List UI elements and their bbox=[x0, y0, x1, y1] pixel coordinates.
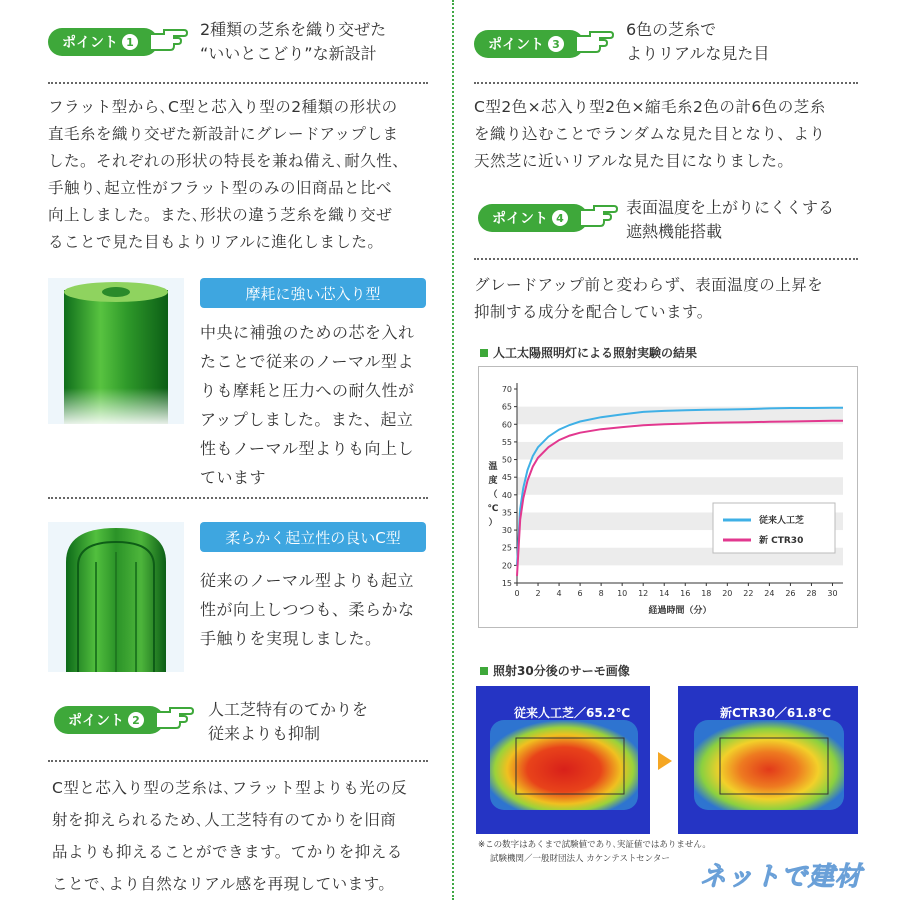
legend-label: 従来人工芝 bbox=[759, 516, 805, 526]
y-tick-label: 55 bbox=[501, 437, 512, 447]
badge-label: ポイント bbox=[488, 37, 544, 53]
desc-line: ています bbox=[200, 468, 267, 487]
thermo-heading-text: 照射30分後のサーモ画像 bbox=[493, 664, 630, 678]
c-type-grass-image bbox=[48, 522, 184, 672]
para-line: 抑制する成分を配合しています。 bbox=[474, 303, 713, 321]
x-tick-label: 12 bbox=[638, 589, 649, 598]
y-axis-label-char: 温 bbox=[488, 462, 498, 472]
footnote-line1: ※この数字はあくまで試験値であり､実証値ではありません。 bbox=[478, 840, 711, 850]
pointing-hand-icon bbox=[574, 26, 614, 56]
x-tick-label: 14 bbox=[659, 589, 670, 598]
x-tick-label: 8 bbox=[598, 589, 604, 598]
y-axis-label-char: ） bbox=[488, 518, 498, 528]
para-line: 向上しました。また､形状の違う芝糸を織り交ぜ bbox=[48, 206, 393, 224]
point1-badge bbox=[48, 28, 158, 56]
c-type-description bbox=[200, 566, 415, 653]
y-tick-label: 40 bbox=[501, 490, 512, 500]
c-type-label-text: 柔らかく起立性の良いC型 bbox=[225, 528, 401, 547]
watermark-logo: ネットで建材 bbox=[700, 862, 863, 892]
divider bbox=[48, 497, 428, 499]
pointing-hand-icon bbox=[578, 200, 618, 230]
thermo-image-old bbox=[476, 686, 650, 834]
badge-number: 3 bbox=[548, 36, 564, 52]
y-tick-label: 65 bbox=[501, 402, 512, 412]
thermo-image-new bbox=[678, 686, 858, 834]
x-tick-label: 26 bbox=[785, 589, 796, 598]
desc-line: 性もノーマル型よりも向上し bbox=[200, 439, 415, 458]
chart-heading-text: 人工太陽照明灯による照射実験の結果 bbox=[493, 346, 698, 360]
point2-title-line1: 人工芝特有のてかりを bbox=[208, 700, 369, 719]
core-type-grass-image bbox=[48, 278, 184, 424]
badge-label: ポイント bbox=[62, 35, 118, 51]
para-line: C型2色×芯入り型2色×縮毛糸2色の計6色の芝糸 bbox=[474, 98, 826, 116]
y-tick-label: 25 bbox=[501, 543, 512, 553]
para-line: 品よりも抑えることができます。てかりを抑える bbox=[52, 843, 403, 861]
point4-title-line1: 表面温度を上がりにくくする bbox=[626, 198, 835, 217]
x-tick-label: 2 bbox=[535, 589, 541, 598]
y-axis-label-char: ℃ bbox=[487, 504, 499, 514]
para-line: を織り込むことでランダムな見た目となり、より bbox=[474, 125, 826, 143]
y-tick-label: 70 bbox=[501, 385, 512, 394]
y-tick-label: 60 bbox=[501, 420, 512, 430]
desc-line: 手触りを実現しました。 bbox=[200, 629, 382, 648]
x-tick-label: 18 bbox=[701, 589, 712, 598]
point4-badge bbox=[478, 204, 588, 232]
core-type-label-text: 摩耗に強い芯入り型 bbox=[245, 284, 381, 303]
desc-line: 性が向上しつつも、柔らかな bbox=[200, 600, 415, 619]
x-tick-label: 24 bbox=[764, 589, 775, 598]
footnote-line2: 試験機関／一般財団法人 カケンテストセンター bbox=[490, 854, 670, 864]
para-line: グレードアップ前と変わらず、表面温度の上昇を bbox=[474, 276, 824, 294]
y-tick-label: 45 bbox=[501, 473, 512, 483]
badge-number: 2 bbox=[128, 712, 144, 728]
desc-line: たことで従来のノーマル型よ bbox=[200, 352, 415, 371]
x-tick-label: 28 bbox=[806, 589, 817, 598]
desc-line: りも摩耗と圧力への耐久性が bbox=[200, 381, 415, 400]
para-line: 直毛糸を織り交ぜた新設計にグレードアップしま bbox=[48, 125, 399, 143]
badge-label: ポイント bbox=[68, 713, 124, 729]
y-axis-label-char: 度 bbox=[488, 476, 498, 486]
x-tick-label: 4 bbox=[556, 589, 562, 598]
grid-band bbox=[517, 477, 843, 495]
x-tick-label: 30 bbox=[827, 589, 838, 598]
thermo-new-label: 新CTR30／61.8℃ bbox=[720, 706, 832, 720]
x-tick-label: 20 bbox=[722, 589, 733, 598]
point3-title bbox=[626, 18, 769, 66]
x-axis-label: 経過時間（分） bbox=[648, 606, 712, 616]
para-line: ることで見た目もよりリアルに進化しました。 bbox=[48, 233, 384, 251]
core-type-label bbox=[200, 278, 426, 308]
desc-line: アップしました。また、起立 bbox=[200, 410, 414, 429]
green-square-icon bbox=[480, 667, 488, 675]
point3-title-line2: よりリアルな見た目 bbox=[626, 44, 770, 63]
badge-number: 1 bbox=[122, 34, 138, 50]
point2-title-line2: 従来よりも抑制 bbox=[208, 724, 321, 743]
para-line: 天然芝に近いリアルな見た目になりました。 bbox=[474, 152, 794, 170]
point1-title-line1: 2種類の芝糸を織り交ぜた bbox=[200, 20, 387, 39]
pointing-hand-icon bbox=[148, 24, 188, 54]
footnote bbox=[478, 838, 711, 866]
core-type-description bbox=[200, 318, 415, 492]
arrow-right-icon bbox=[656, 750, 674, 772]
point2-title bbox=[208, 698, 368, 746]
y-tick-label: 20 bbox=[501, 561, 512, 571]
temperature-line-chart bbox=[479, 367, 857, 627]
point2-paragraph bbox=[52, 772, 444, 900]
chart-frame bbox=[478, 366, 858, 628]
divider bbox=[48, 760, 428, 762]
y-tick-label: 30 bbox=[501, 526, 512, 536]
point1-title bbox=[200, 18, 386, 66]
c-type-label bbox=[200, 522, 426, 552]
para-line: した。それぞれの形状の特長を兼ね備え､耐久性、 bbox=[48, 152, 409, 170]
badge-label: ポイント bbox=[492, 211, 548, 227]
chart-heading bbox=[480, 344, 697, 361]
para-line: ことで､より自然なリアル感を再現しています。 bbox=[52, 875, 395, 893]
x-tick-label: 6 bbox=[577, 589, 583, 598]
divider bbox=[474, 258, 858, 260]
para-line: 射を抑えられるため､人工芝特有のてかりを旧商 bbox=[52, 811, 397, 829]
y-tick-label: 35 bbox=[501, 508, 512, 518]
point1-title-line2: “いいとこどり”な新設計 bbox=[200, 44, 377, 63]
x-tick-label: 22 bbox=[743, 589, 754, 598]
point3-paragraph bbox=[474, 94, 874, 175]
y-tick-label: 50 bbox=[501, 455, 512, 465]
para-line: C型と芯入り型の芝糸は､フラット型よりも光の反 bbox=[52, 779, 408, 797]
point1-paragraph bbox=[48, 94, 438, 256]
grid-band bbox=[517, 442, 843, 460]
para-line: フラット型から､C型と芯入り型の2種類の形状の bbox=[48, 98, 398, 116]
desc-line: 中央に補強のための芯を入れ bbox=[200, 323, 415, 342]
pointing-hand-icon bbox=[154, 702, 194, 732]
x-tick-label: 10 bbox=[617, 589, 628, 598]
y-tick-label: 15 bbox=[501, 579, 512, 588]
x-tick-label: 0 bbox=[514, 589, 520, 598]
point4-title-line2: 遮熱機能搭載 bbox=[626, 222, 723, 241]
legend-label: 新 CTR30 bbox=[759, 536, 804, 546]
divider bbox=[474, 82, 858, 84]
column-divider bbox=[452, 0, 454, 900]
desc-line: 従来のノーマル型よりも起立 bbox=[200, 571, 415, 590]
point3-title-line1: 6色の芝糸で bbox=[626, 20, 717, 39]
green-square-icon bbox=[480, 349, 488, 357]
point3-badge bbox=[474, 30, 584, 58]
point4-title bbox=[626, 196, 834, 244]
thermo-heading bbox=[480, 662, 630, 679]
point2-badge bbox=[54, 706, 164, 734]
y-axis-label-char: （ bbox=[488, 490, 498, 500]
point4-paragraph bbox=[474, 272, 874, 326]
x-tick-label: 16 bbox=[680, 589, 691, 598]
para-line: 手触り､起立性がフラット型のみの旧商品と比べ bbox=[48, 179, 392, 197]
divider bbox=[48, 82, 428, 84]
thermo-old-label: 従来人工芝／65.2℃ bbox=[514, 706, 631, 720]
badge-number: 4 bbox=[552, 210, 568, 226]
